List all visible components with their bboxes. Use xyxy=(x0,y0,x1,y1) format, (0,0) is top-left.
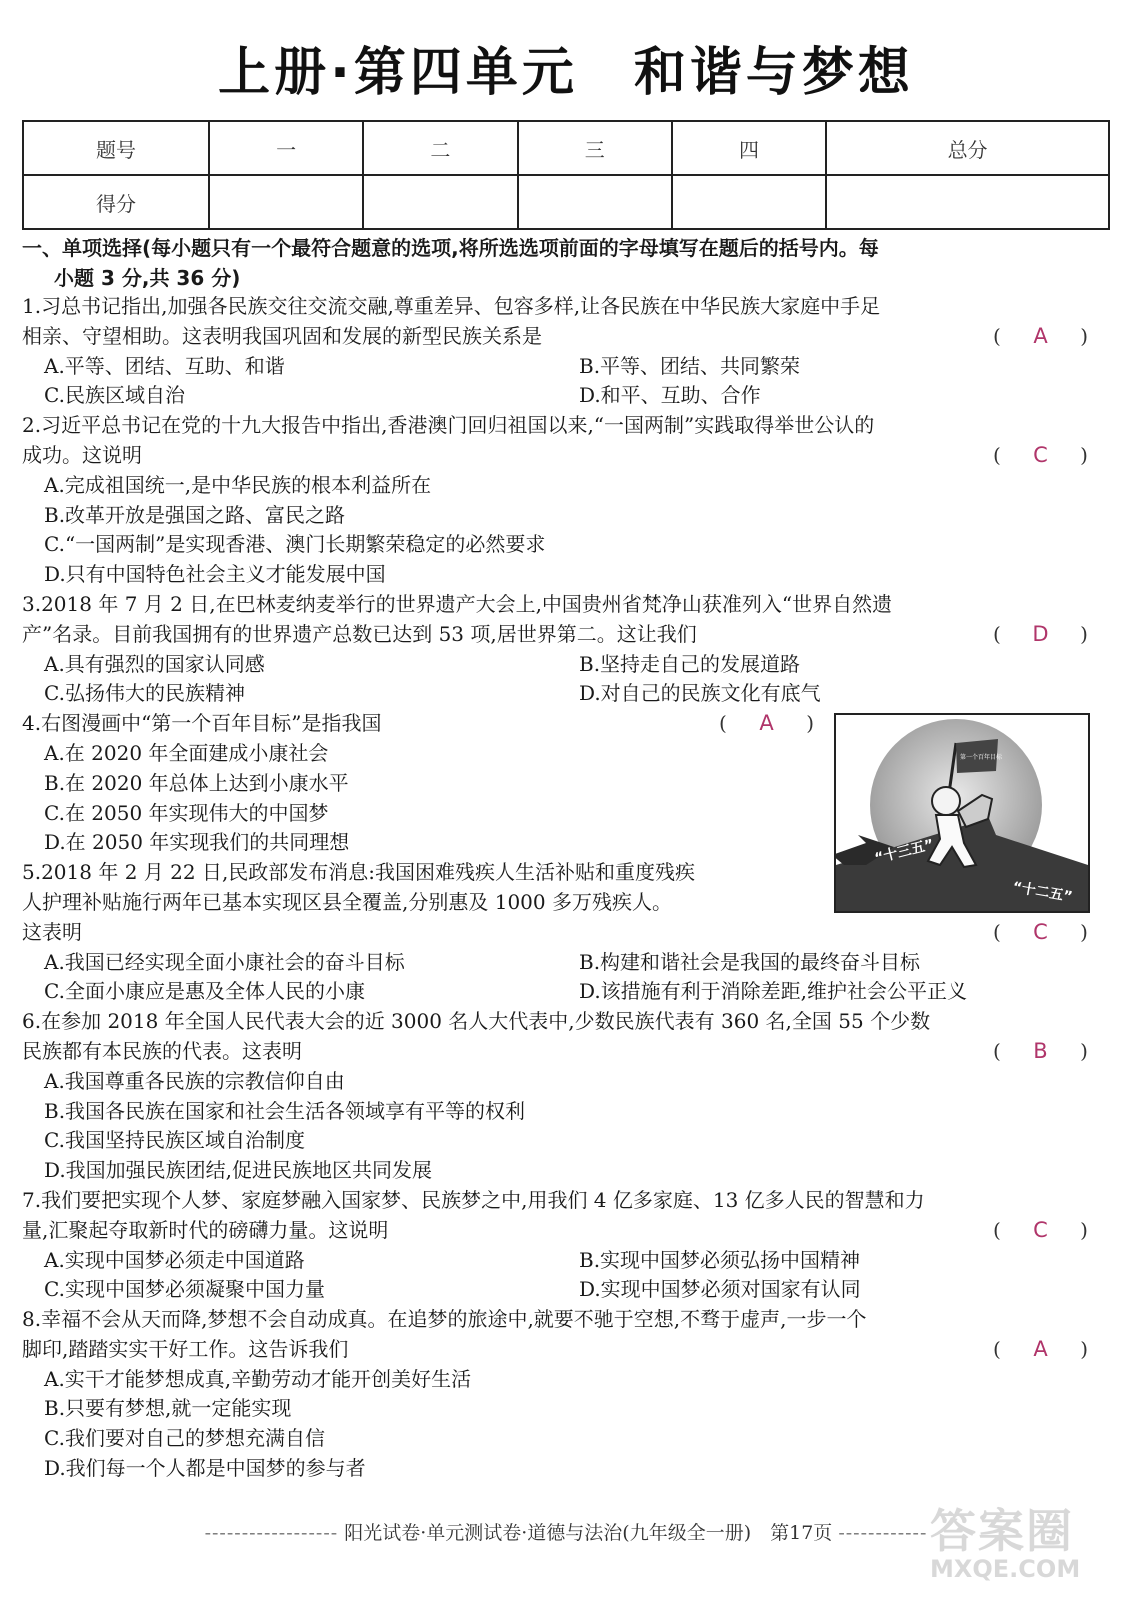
option-row xyxy=(22,948,1114,978)
option-row xyxy=(22,1246,1114,1276)
question-stem-text: 4.右图漫画中“第一个百年目标”是指我国 xyxy=(22,711,382,736)
question-stem-text: 产”名录。目前我国拥有的世界遗产总数已达到 53 项,居世界第二。这让我们 xyxy=(22,621,697,646)
bracket-close: ) xyxy=(1080,919,1088,944)
answer-letter: C xyxy=(1033,919,1048,944)
cartoon-drawing xyxy=(836,715,1088,911)
option: A.具有强烈的国家认同感 xyxy=(44,651,265,676)
watermark-url: MXQE.COM xyxy=(930,1555,1081,1583)
question-stem-line: 2.习近平总书记在党的十九大报告中指出,香港澳门回归祖国以来,“一国两制”实践取得举世公认的 xyxy=(22,413,875,438)
score-table-header-cell: 二 xyxy=(363,121,517,175)
bracket-close: ) xyxy=(1080,1336,1088,1361)
answer-bracket[interactable] xyxy=(993,620,1088,650)
question-stem-line: 人护理补贴施行两年已基本实现区县全覆盖,分别惠及 1000 多万残疾人。 xyxy=(22,889,672,914)
option: D.该措施有利于消除差距,维护社会公平正义 xyxy=(579,979,968,1004)
bracket-open: ( xyxy=(719,711,727,736)
option-row xyxy=(22,352,1114,382)
option: B.只要有梦想,就一定能实现 xyxy=(44,1396,292,1421)
footer-dashes-left: ------------------ xyxy=(204,1522,339,1544)
question-stem-line: 1.习总书记指出,加强各民族交往交流交融,尊重差异、包容多样,让各民族在中华民族大家庭中手足 xyxy=(22,294,881,318)
option: A.我国尊重各民族的宗教信仰自由 xyxy=(44,1068,345,1093)
question-stem-text: 民族都有本民族的代表。这表明 xyxy=(22,1038,302,1063)
option: B.平等、团结、共同繁荣 xyxy=(579,353,801,378)
option: A.我国已经实现全面小康社会的奋斗目标 xyxy=(44,949,405,974)
option: D.和平、互助、合作 xyxy=(579,383,761,408)
question-stem-line: 7.我们要把实现个人梦、家庭梦融入国家梦、民族梦之中,用我们 4 亿多家庭、13 亿多人民的智慧和力 xyxy=(22,1187,925,1212)
answer-bracket[interactable] xyxy=(993,1037,1088,1067)
option: A.实干才能梦想成真,辛勤劳动才能开创美好生活 xyxy=(44,1366,472,1391)
answer-bracket[interactable] xyxy=(719,709,814,739)
option-row xyxy=(22,977,1114,1007)
question-stem-line xyxy=(22,1335,1114,1365)
answer-letter: C xyxy=(1033,1217,1048,1242)
bracket-open: ( xyxy=(993,919,1001,944)
option: B.在 2020 年总体上达到小康水平 xyxy=(44,770,349,795)
answer-bracket[interactable] xyxy=(993,1216,1088,1246)
question-stem-line xyxy=(22,1037,1114,1067)
arrow-label-13th: “十三五” xyxy=(873,836,936,867)
option: A.平等、团结、互助、和谐 xyxy=(44,353,285,378)
watermark-text: 答案圈 xyxy=(930,1504,1074,1558)
question-3 xyxy=(22,590,1114,709)
question-stem-line xyxy=(22,441,1114,471)
option: D.只有中国特色社会主义才能发展中国 xyxy=(44,562,386,587)
question-stem-text: 量,汇聚起夺取新时代的磅礴力量。这说明 xyxy=(22,1217,389,1242)
option: D.我国加强民族团结,促进民族地区共同发展 xyxy=(44,1158,433,1183)
score-table-header-cell: 四 xyxy=(672,121,826,175)
question-stem-text: 这表明 xyxy=(22,919,82,944)
option: C.我国坚持民族区域自治制度 xyxy=(44,1128,305,1153)
bracket-close: ) xyxy=(806,711,814,736)
page-title: 上册·第四单元 和谐与梦想 xyxy=(218,43,914,103)
score-table xyxy=(22,120,1110,230)
option: D.我们每一个人都是中国梦的参与者 xyxy=(44,1456,366,1481)
option: D.在 2050 年实现我们的共同理想 xyxy=(44,830,350,855)
score-row-label: 得分 xyxy=(23,175,209,229)
section-heading-line: 小题 3 分,共 36 分) xyxy=(54,266,241,290)
flag-text: 第一个百年目标 xyxy=(960,754,1003,761)
bracket-close: ) xyxy=(1080,442,1088,467)
bracket-open: ( xyxy=(993,323,1001,348)
question-stem-line: 5.2018 年 2 月 22 日,民政部发布消息:我国困难残疾人生活补贴和重度残疾 xyxy=(22,860,696,885)
score-cell[interactable] xyxy=(518,175,672,229)
option: C.我们要对自己的梦想充满自信 xyxy=(44,1426,325,1451)
score-table-header-cell: 一 xyxy=(209,121,363,175)
question-stem-line: 8.幸福不会从天而降,梦想不会自动成真。在追梦的旅途中,就要不驰于空想,不骛于虚声,一步一个 xyxy=(22,1307,867,1332)
score-table-score-row xyxy=(23,175,1109,229)
question-stem-line xyxy=(22,620,1114,650)
option: B.改革开放是强国之路、富民之路 xyxy=(44,502,346,527)
section-heading xyxy=(22,233,1112,293)
option: C.民族区域自治 xyxy=(44,383,185,408)
bracket-close: ) xyxy=(1080,1038,1088,1063)
answer-letter: D xyxy=(1032,621,1049,646)
bracket-open: ( xyxy=(993,1336,1001,1361)
question-6 xyxy=(22,1007,1114,1186)
score-table-header-cell: 三 xyxy=(518,121,672,175)
score-cell[interactable] xyxy=(363,175,517,229)
question-stem-line xyxy=(22,918,1114,948)
bracket-open: ( xyxy=(993,1038,1001,1063)
option-row xyxy=(22,381,1114,411)
option: D.对自己的民族文化有底气 xyxy=(579,681,821,706)
bracket-open: ( xyxy=(993,621,1001,646)
answer-bracket[interactable] xyxy=(993,322,1088,352)
question-7 xyxy=(22,1186,1114,1305)
answer-letter: A xyxy=(1033,1336,1048,1361)
answer-bracket[interactable] xyxy=(993,918,1088,948)
question-stem-line xyxy=(22,1216,1114,1246)
question-stem-text: 成功。这说明 xyxy=(22,442,142,467)
answer-letter: A xyxy=(1033,323,1048,348)
question-8 xyxy=(22,1305,1114,1484)
bracket-close: ) xyxy=(1080,323,1088,348)
runner-head xyxy=(932,787,960,815)
question-stem-text: 相亲、守望相助。这表明我国巩固和发展的新型民族关系是 xyxy=(22,323,542,348)
score-table-header-row xyxy=(23,121,1109,175)
answer-letter: A xyxy=(759,711,774,736)
question-stem-line xyxy=(22,322,1114,352)
option: A.完成祖国统一,是中华民族的根本利益所在 xyxy=(44,472,432,497)
question-stem-line: 6.在参加 2018 年全国人民代表大会的近 3000 名人大代表中,少数民族代表有 360 名,全国 55 个少数 xyxy=(22,1009,931,1034)
answer-letter: C xyxy=(1033,442,1048,467)
bracket-close: ) xyxy=(1080,1217,1088,1242)
option-row xyxy=(22,1275,1114,1305)
score-table-header-cell: 题号 xyxy=(23,121,209,175)
footer-text: 阳光试卷·单元测试卷·道德与法治(九年级全一册) 第17页 xyxy=(344,1522,833,1544)
option: C.弘扬伟大的民族精神 xyxy=(44,681,245,706)
option: C.在 2050 年实现伟大的中国梦 xyxy=(44,800,329,825)
option: A.在 2020 年全面建成小康社会 xyxy=(44,740,329,765)
option: C.“一国两制”是实现香港、澳门长期繁荣稳定的必然要求 xyxy=(44,532,546,557)
question-1 xyxy=(22,292,1114,411)
score-cell[interactable] xyxy=(826,175,1109,229)
score-table-header-cell: 总分 xyxy=(826,121,1109,175)
footer-dashes-right: ------------ xyxy=(838,1522,928,1544)
score-cell[interactable] xyxy=(672,175,826,229)
option-row xyxy=(22,679,1114,709)
watermark-logo xyxy=(930,1495,1130,1595)
option: D.实现中国梦必须对国家有认同 xyxy=(579,1277,861,1302)
option: C.全面小康应是惠及全体人民的小康 xyxy=(44,979,365,1004)
section-heading-line: 一、单项选择(每小题只有一个最符合题意的选项,将所选选项前面的字母填写在题后的括号内。每 xyxy=(22,236,879,260)
option: A.实现中国梦必须走中国道路 xyxy=(44,1247,305,1272)
question-stem-line: 3.2018 年 7 月 2 日,在巴林麦纳麦举行的世界遗产大会上,中国贵州省梵净山获准列入“世界自然遗 xyxy=(22,591,893,616)
answer-letter: B xyxy=(1033,1038,1048,1063)
question-2 xyxy=(22,411,1114,590)
score-cell[interactable] xyxy=(209,175,363,229)
option: B.实现中国梦必须弘扬中国精神 xyxy=(579,1247,861,1272)
question-stem-text: 脚印,踏踏实实干好工作。这告诉我们 xyxy=(22,1336,349,1361)
option: B.坚持走自己的发展道路 xyxy=(579,651,801,676)
answer-bracket[interactable] xyxy=(993,441,1088,471)
arrow-label-12th: “十二五” xyxy=(1011,879,1074,906)
cartoon-illustration xyxy=(834,713,1090,913)
bracket-close: ) xyxy=(1080,621,1088,646)
option: B.构建和谐社会是我国的最终奋斗目标 xyxy=(579,949,921,974)
option: B.我国各民族在国家和社会生活各领域享有平等的权利 xyxy=(44,1098,526,1123)
answer-bracket[interactable] xyxy=(993,1335,1088,1365)
option: C.实现中国梦必须凝聚中国力量 xyxy=(44,1277,325,1302)
option-row xyxy=(22,650,1114,680)
bracket-open: ( xyxy=(993,1217,1001,1242)
bracket-open: ( xyxy=(993,442,1001,467)
